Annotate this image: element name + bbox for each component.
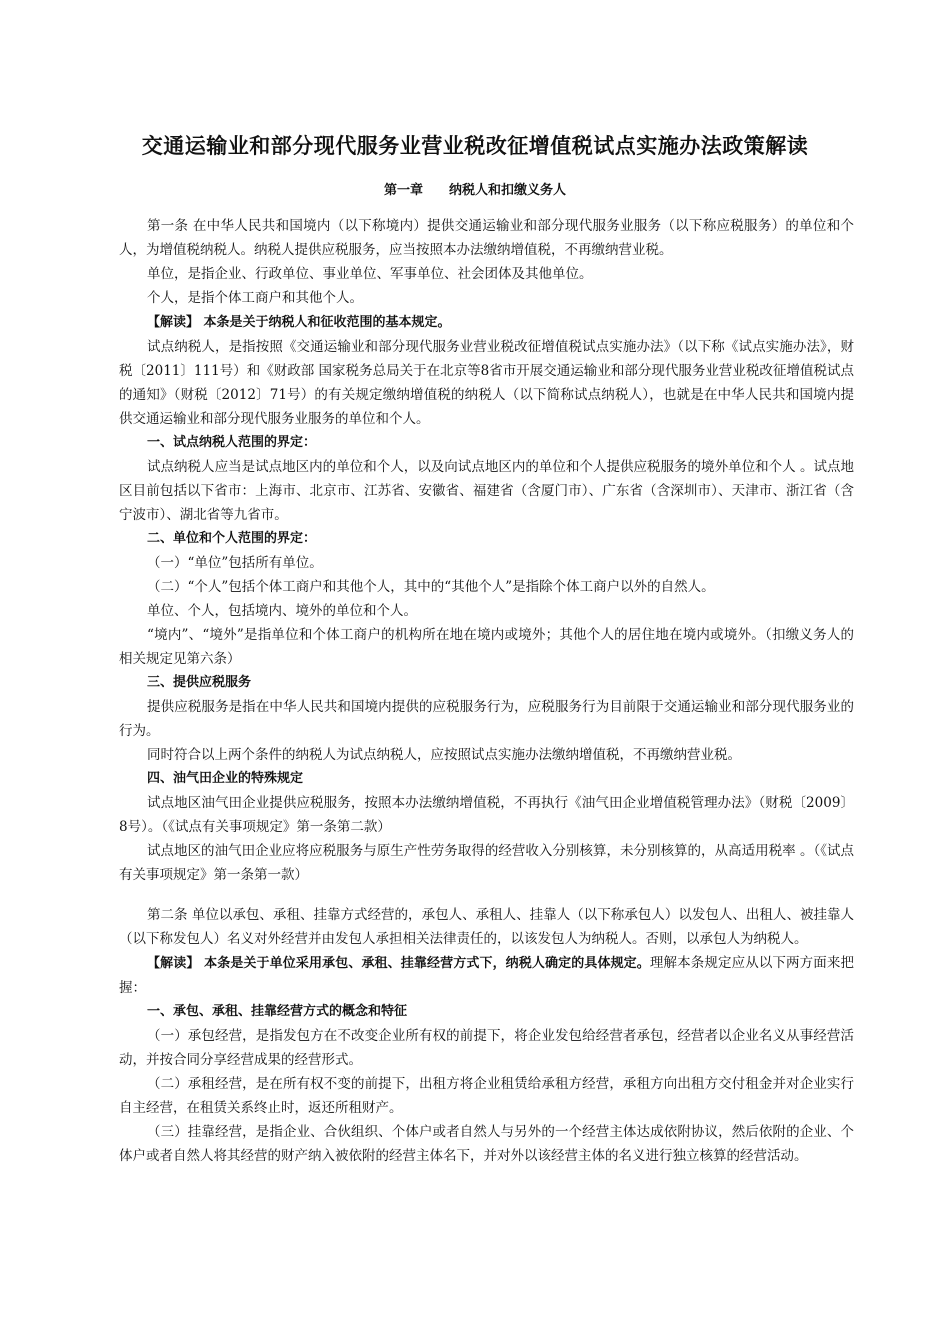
paragraph: 单位、个人，包括境内、境外的单位和个人。 — [147, 603, 417, 619]
section-heading: 三、提供应税服务 — [147, 675, 252, 690]
interpretation-summary: 本条是关于单位采用承包、承租、挂靠经营方式下，纳税人确定的具体规定。 — [199, 956, 650, 971]
interpretation-paragraph — [119, 310, 854, 335]
paragraph: （一）承包经营，是指发包方在不改变企业所有权的前提下，将企业发包给经营者承包，经营者以企业名义从事经营活动，并按合同分享经营成果的经营形式。 — [119, 1028, 854, 1068]
paragraph: 提供应税服务是指在中华人民共和国境内提供的应税服务行为，应税服务行为目前限于交通运输业和部分现代服务业的行为。 — [119, 699, 854, 739]
document-body — [119, 214, 854, 1168]
paragraph: （一）“单位”包括所有单位。 — [147, 555, 323, 571]
paragraph: （三）挂靠经营，是指企业、合伙组织、个体户或者自然人与另外的一个经营主体达成依附协议，然后依附的企业、个体户或者自然人将其经营的财产纳入被依附的经营主体名下，并对外以该经营主体的名义进行独立核算的经营活动。 — [119, 1124, 854, 1164]
interpretation-label: 【解读】 — [147, 956, 200, 971]
article-1-paragraph: 第一条 在中华人民共和国境内（以下称境内）提供交通运输业和部分现代服务业服务（以下称应税服务）的单位和个人，为增值税纳税人。纳税人提供应税服务，应当按照本办法缴纳增值税，不再缴纳营业税。 — [119, 218, 854, 258]
interpretation-label: 【解读】 — [147, 315, 200, 330]
paragraph: 试点地区油气田企业提供应税服务，按照本办法缴纳增值税，不再执行《油气田企业增值税管理办法》（财税〔2009〕8号）。（《试点有关事项规定》第一条第二款） — [119, 795, 854, 835]
paragraph: “境内”、“境外”是指单位和个体工商户的机构所在地在境内或境外；其他个人的居住地在境内或境外。（扣缴义务人的相关规定见第六条） — [119, 627, 854, 667]
article-2-paragraph: 第二条 单位以承包、承租、挂靠方式经营的，承包人、承租人、挂靠人（以下称承包人）以发包人、出租人、被挂靠人（以下称发包人）名义对外经营并由发包人承担相关法律责任的，以该发包人为纳税人。否则，以承包人为纳税人。 — [119, 907, 854, 947]
chapter-heading — [0, 179, 950, 198]
interpretation-summary: 本条是关于纳税人和征收范围的基本规定。 — [199, 315, 451, 330]
paragraph: （二）承租经营，是在所有权不变的前提下，出租方将企业租赁给承租方经营，承租方向出租方交付租金并对企业实行自主经营，在租赁关系终止时，返还所租财产。 — [119, 1076, 854, 1116]
spacer — [119, 887, 854, 903]
paragraph: （二）“个人”包括个体工商户和其他个人，其中的“其他个人”是指除个体工商户以外的自然人。 — [147, 579, 715, 595]
section-heading: 一、承包、承租、挂靠经营方式的概念和特征 — [147, 1004, 408, 1019]
interpretation-tail: 理解本条规定应从以下两方面来把握： — [119, 955, 854, 996]
paragraph: 个人，是指个体工商户和其他个人。 — [147, 290, 363, 306]
paragraph: 试点地区的油气田企业应将应税服务与原生产性劳务取得的经营收入分别核算，未分别核算的，从高适用税率 。（《试点有关事项规定》第一条第一款） — [119, 843, 854, 883]
chapter-name: 纳税人和扣缴义务人 — [449, 183, 567, 198]
paragraph: 单位，是指企业、行政单位、事业单位、军事单位、社会团体及其他单位。 — [147, 266, 593, 282]
paragraph: 同时符合以上两个条件的纳税人为试点纳税人，应按照试点实施办法缴纳增值税，不再缴纳营业税。 — [147, 747, 741, 763]
section-heading: 一、试点纳税人范围的界定： — [147, 435, 317, 450]
paragraph: 试点纳税人应当是试点地区内的单位和个人，以及向试点地区内的单位和个人提供应税服务的境外单位和个人 。试点地区目前包括以下省市：上海市、北京市、江苏省、安徽省、福建省（含厦门市）、广东省（含深圳市）、天津市、浙江省（含宁波市）、湖北省等九省市。 — [119, 459, 854, 523]
interpretation-paragraph — [119, 951, 854, 1000]
paragraph: 试点纳税人，是指按照《交通运输业和部分现代服务业营业税改征增值税试点实施办法》（以下称《试点实施办法》，财税〔2011〕111号）和《财政部 国家税务总局关于在北京等8省市开展交通运输业和部分现代服务业营业税改征增值税试点的通知》（财税〔2012〕71号）的有关规定缴纳增值税的纳税人（以下简称试点纳税人），也就是在中华人民共和国境内提供交通运输业和部分现代服务业服务的单位和个人。 — [119, 339, 854, 427]
section-heading: 四、油气田企业的特殊规定 — [147, 771, 304, 786]
section-heading: 二、单位和个人范围的界定： — [147, 531, 317, 546]
document-title: 交通运输业和部分现代服务业营业税改征增值税试点实施办法政策解读 — [141, 134, 809, 158]
chapter-number: 第一章 — [383, 183, 423, 198]
